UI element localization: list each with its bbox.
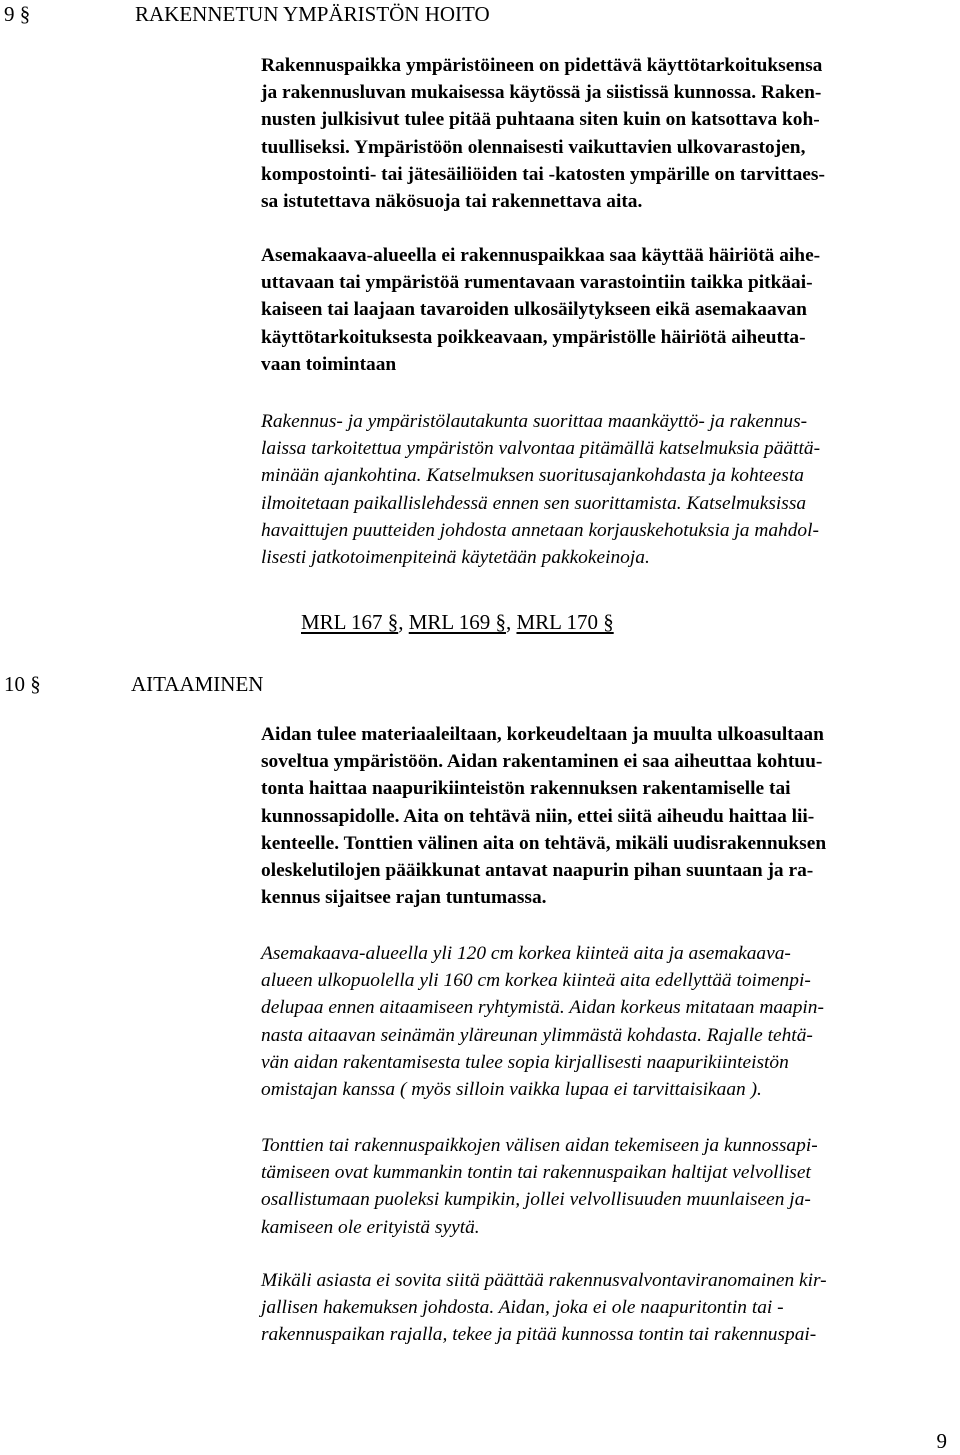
- text-line: Aidan tulee materiaaleiltaan, korkeudeltaan ja muulta ulkoasultaan: [261, 724, 824, 745]
- text-line: käyttötarkoituksesta poikkeavaan, ympäristölle häiriötä aiheutta-: [261, 326, 806, 348]
- text-line: osallistumaan puoleksi kumpikin, jollei velvollisuuden muunlaiseen ja-: [261, 1189, 811, 1211]
- section-number: 10 §: [4, 672, 41, 696]
- text-line: tonta haittaa naapurikiinteistön rakennuksen rakentamiselle tai: [261, 778, 791, 800]
- section-9-heading: [4, 0, 490, 28]
- page-number: 9: [936, 1429, 947, 1453]
- reference-link[interactable]: MRL 169 §: [408, 610, 506, 634]
- text-line: oleskelutilojen pääikkunat antavat naapurin pihan suuntaan ja ra-: [261, 860, 814, 882]
- text-line: vän aidan rakentamisesta tulee sopia kirjallisesti naapurikiinteistön: [261, 1051, 789, 1073]
- reference-separator: ,: [398, 610, 409, 634]
- section-10-heading: [4, 670, 264, 698]
- section-9-paragraph-3: [261, 408, 953, 571]
- text-line: delupaa ennen aitaamiseen ryhtymistä. Aidan korkeus mitataan maapin-: [261, 997, 824, 1019]
- text-line: Asemakaava-alueella yli 120 cm korkea kiinteä aita ja asemakaava-: [261, 943, 791, 964]
- text-line: soveltua ympäristöön. Aidan rakentaminen ei saa aiheuttaa kohtuu-: [261, 751, 823, 773]
- law-references: [301, 608, 614, 636]
- section-10-paragraph-1: [261, 721, 953, 911]
- section-10-paragraph-2: [261, 940, 953, 1103]
- reference-link[interactable]: MRL 170 §: [516, 610, 614, 634]
- section-number: 9 §: [4, 2, 31, 26]
- text-line: Rakennuspaikka ympäristöineen on pidettävä käyttötarkoituksensa: [261, 55, 823, 76]
- text-line: kennus sijaitsee rajan tuntumassa.: [261, 887, 547, 909]
- text-line: rakennuspaikan rajalla, tekee ja pitää kunnossa tontin tai rakennuspai-: [261, 1324, 817, 1346]
- text-line: minään ajankohtina. Katselmuksen suoritusajankohdasta ja kohteesta: [261, 465, 804, 487]
- reference-separator: ,: [505, 610, 517, 634]
- text-line: kaiseen tai laajaan tavaroiden ulkosäilytykseen eikä asemakaavan: [261, 299, 807, 321]
- text-line: uttavaan tai ympäristöä rumentavaan varastointiin taikka pitkäai-: [261, 272, 813, 294]
- section-10-paragraph-4: [261, 1267, 953, 1349]
- text-line: jallisen hakemuksen johdosta. Aidan, joka ei ole naapuritontin tai -: [261, 1297, 784, 1319]
- text-line: alueen ulkopuolella yli 160 cm korkea kiinteä aita edellyttää toimenpi-: [261, 970, 811, 992]
- text-line: ilmoitetaan paikallislehdessä ennen sen suorittamista. Katselmuksissa: [261, 492, 807, 514]
- text-line: Mikäli asiasta ei sovita siitä päättää rakennusvalvontaviranomainen kir-: [261, 1270, 827, 1291]
- section-10-paragraph-3: [261, 1132, 953, 1241]
- text-line: tämiseen ovat kummankin tontin tai rakennuspaikan haltijat velvolliset: [261, 1162, 811, 1184]
- text-line: laissa tarkoitettua ympäristön valvontaa pitämällä katselmuksia päättä-: [261, 438, 821, 460]
- text-line: kamiseen ole erityistä syytä.: [261, 1216, 480, 1238]
- text-line: nasta aitaavan seinämän yläreunan ylimmästä kohdasta. Rajalle tehtä-: [261, 1024, 813, 1046]
- text-line: Asemakaava-alueella ei rakennuspaikkaa saa käyttää häiriötä aihe-: [261, 245, 821, 266]
- text-line: kompostointi- tai jätesäiliöiden tai -katosten ympärille on tarvittaes-: [261, 163, 825, 185]
- text-line: Rakennus- ja ympäristölautakunta suorittaa maankäyttö- ja rakennus-: [261, 411, 808, 432]
- text-line: omistajan kanssa ( myös silloin vaikka lupaa ei tarvittaisikaan ).: [261, 1079, 762, 1101]
- section-9-paragraph-2: [261, 242, 953, 378]
- text-line: havaittujen puutteiden johdosta annetaan korjauskehotuksia ja mahdol-: [261, 519, 819, 541]
- text-line: kunnossapidolle. Aita on tehtävä niin, ettei siitä aiheudu haittaa lii-: [261, 805, 815, 827]
- text-line: kenteelle. Tonttien välinen aita on tehtävä, mikäli uudisrakennuksen: [261, 832, 827, 854]
- text-line: Tonttien tai rakennuspaikkojen välisen aidan tekemiseen ja kunnossapi-: [261, 1135, 818, 1156]
- text-line: sa istutettava näkösuoja tai rakennettava aita.: [261, 191, 643, 213]
- section-title: RAKENNETUN YMPÄRISTÖN HOITO: [135, 2, 490, 26]
- text-line: nusten julkisivut tulee pitää puhtaana siten kuin on katsottava koh-: [261, 109, 820, 131]
- text-line: lisesti jatkotoimenpiteinä käytetään pakkokeinoja.: [261, 547, 650, 569]
- section-title: AITAAMINEN: [131, 672, 264, 696]
- reference-link[interactable]: MRL 167 §: [301, 610, 399, 634]
- text-line: vaan toimintaan: [261, 353, 397, 375]
- section-9-paragraph-1: [261, 52, 953, 215]
- text-line: ja rakennusluvan mukaisessa käytössä ja siistissä kunnossa. Raken-: [261, 82, 822, 104]
- text-line: tuulliseksi. Ympäristöön olennaisesti vaikuttavien ulkovarastojen,: [261, 136, 806, 158]
